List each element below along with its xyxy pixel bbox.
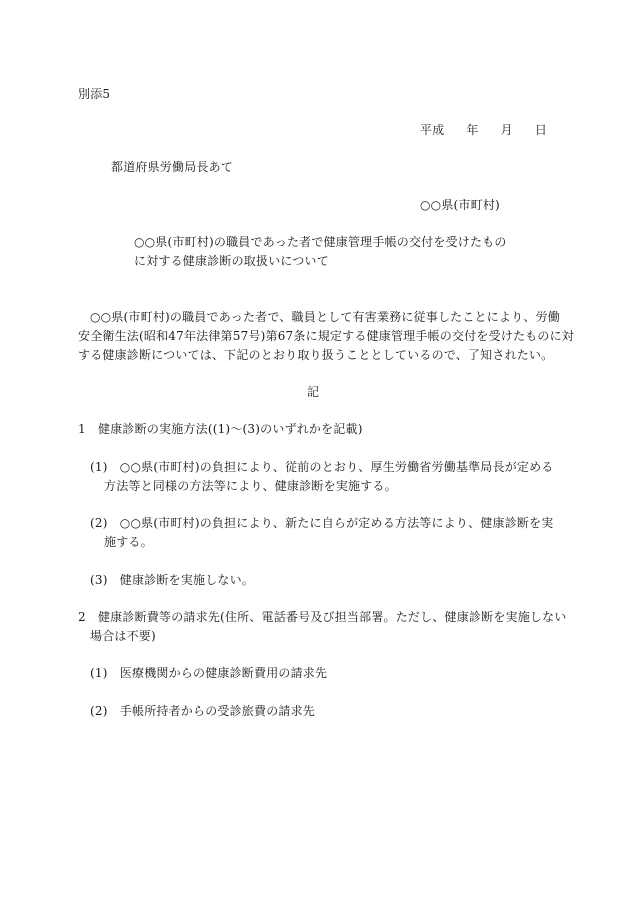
body-line-3: する健康診断については、下記のとおり取り扱うこととしているので、了知されたい。 <box>78 348 554 362</box>
section1-heading: 1 健康診断の実施方法((1)～(3)のいずれかを記載) <box>78 422 363 436</box>
date-year-unit: 年 <box>466 123 479 137</box>
section2-heading-line1: 2 健康診断費等の請求先(住所、電話番号及び担当部署。ただし、健康診断を実施しない <box>78 610 567 624</box>
date-era: 平成 <box>420 123 445 137</box>
subject-line-2: に対する健康診断の取扱いについて <box>134 254 329 268</box>
section1-item1-line1: (1) ○○県(市町村)の負担により、従前のとおり、厚生労働省労働基準局長が定める <box>90 460 554 474</box>
section1-item3: (3) 健康診断を実施しない。 <box>90 573 254 587</box>
addressee: 都道府県労働局長あて <box>111 160 234 174</box>
subject-line-1: ○○県(市町村)の職員であった者で健康管理手帳の交付を受けたもの <box>134 235 507 249</box>
section1-item1-line2: 方法等と同様の方法等により、健康診断を実施する。 <box>104 479 397 493</box>
attachment-label: 別添5 <box>78 87 111 101</box>
section1-item2-line2: 施する。 <box>104 535 153 549</box>
date-line <box>420 124 547 136</box>
section2-item1: (1) 医療機関からの健康診断費用の請求先 <box>90 666 328 680</box>
section1-item2-line1: (2) ○○県(市町村)の負担により、新たに自らが定める方法等により、健康診断を実 <box>90 516 554 530</box>
sender: ○○県(市町村) <box>420 198 500 212</box>
ki-heading: 記 <box>307 385 320 399</box>
date-day-unit: 日 <box>534 123 548 137</box>
section2-heading-line2: 場合は不要) <box>90 629 156 643</box>
date-month-unit: 月 <box>500 123 513 137</box>
section2-item2: (2) 手帳所持者からの受診旅費の請求先 <box>90 704 315 718</box>
body-line-2: 安全衛生法(昭和47年法律第57号)第67条に規定する健康管理手帳の交付を受けたものに対 <box>78 329 574 343</box>
body-line-1: ○○県(市町村)の職員であった者で、職員として有害業務に従事したことにより、労働 <box>90 310 560 324</box>
